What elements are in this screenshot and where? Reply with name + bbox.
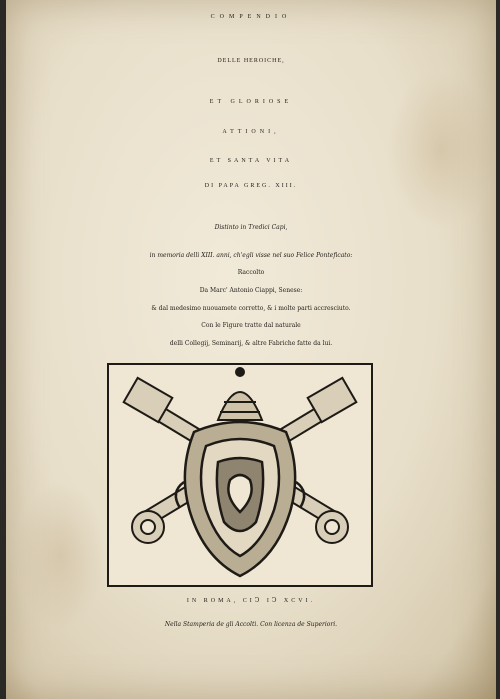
- title-line-heroiche: DELLE HEROICHE,: [217, 58, 285, 64]
- title-line-papa: DI PAPA GREG. XIII.: [204, 183, 298, 189]
- subtitle-memoria: in memoria delli XIII. anni, ch'egli visse nel suo Felice Ponteficato:: [149, 252, 353, 259]
- paper-stain: [386, 70, 496, 230]
- papal-coat-of-arms-woodcut: [106, 362, 374, 588]
- figures-line: Con le Figure tratte dal naturale: [201, 322, 301, 329]
- subtitle-raccolto: Raccolto: [237, 269, 265, 276]
- corrected-line: & dal medesimo nuouamete corretto, & i molte parti accresciuto.: [151, 305, 351, 312]
- title-page: [6, 0, 496, 699]
- subtitle-distinto: Distinto in Tredici Capi,: [214, 224, 288, 231]
- title-line-attioni: ATTIONI,: [222, 129, 280, 135]
- imprint-place-date: IN ROMA, CIↃ IↃ XCVI.: [186, 598, 316, 604]
- title-line-santa-vita: ET SANTA VITA: [209, 158, 293, 164]
- title-line-gloriose: ET GLORIOSE: [209, 99, 293, 105]
- paper-stain: [16, 480, 106, 630]
- colleges-line: delli Collegij, Seminarij, & altre Fabriche fatte da lui.: [169, 340, 333, 347]
- title-line-compendio: COMPENDIO: [210, 14, 292, 20]
- imprint-printer: Nella Stamperia de gli Accolti. Con licenza de Superiori.: [164, 621, 338, 628]
- author-line: Da Marc' Antonio Ciappi, Senese:: [199, 287, 303, 294]
